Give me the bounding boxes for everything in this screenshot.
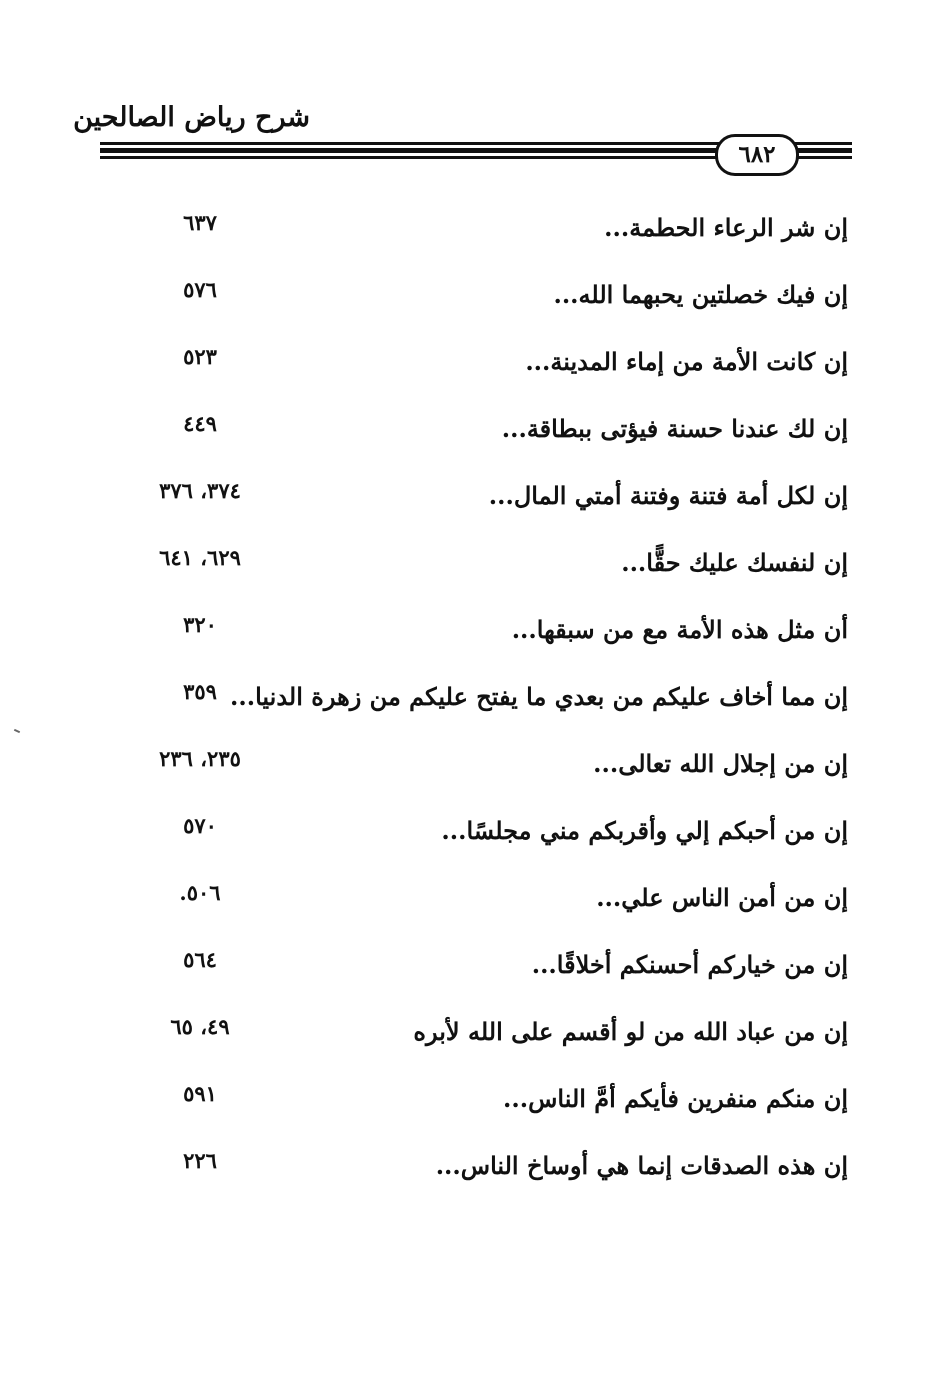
entry-text: إن من أحبكم إلي وأقربكم مني مجلسًا... xyxy=(441,816,848,845)
index-list xyxy=(100,204,860,1204)
entry-pages: ٤٩، ٦٥ xyxy=(170,1014,230,1039)
entry-pages: ٦٢٩، ٦٤١ xyxy=(159,545,241,570)
entry-text: إن من خياركم أحسنكم أخلاقًا... xyxy=(531,950,848,979)
index-entry xyxy=(100,472,860,516)
index-entry xyxy=(100,1075,860,1119)
entry-pages: ٣٢٠ xyxy=(183,612,217,637)
entry-text: إن منكم منفرين فأيكم أمَّ الناس... xyxy=(503,1084,848,1113)
entry-text: إن مما أخاف عليكم من بعدي ما يفتح عليكم من زهرة الدنيا... xyxy=(230,682,848,711)
index-entry xyxy=(100,673,860,717)
index-entry xyxy=(100,539,860,583)
index-entry xyxy=(100,1008,860,1052)
index-entry xyxy=(100,405,860,449)
page-number: ٦٨٢ xyxy=(738,141,776,168)
entry-pages: ٥٢٣ xyxy=(183,344,217,369)
index-entry xyxy=(100,606,860,650)
entry-pages: ٦٣٧ xyxy=(183,210,217,235)
entry-pages: ٥٦٤ xyxy=(183,947,217,972)
entry-pages: ٥٧٦ xyxy=(183,277,217,302)
entry-text: إن لك عندنا حسنة فيؤتى ببطاقة... xyxy=(501,414,848,443)
entry-text: إن شر الرعاء الحطمة... xyxy=(604,213,848,242)
entry-text: إن من إجلال الله تعالى... xyxy=(593,749,848,778)
entry-text: إن من عباد الله من لو أقسم على الله لأبره xyxy=(413,1017,848,1046)
entry-text: إن من أمن الناس علي... xyxy=(596,883,848,912)
entry-pages: ٥٠٦. xyxy=(179,880,221,905)
entry-text: إن كانت الأمة من إماء المدينة... xyxy=(525,347,848,376)
index-entry xyxy=(100,1142,860,1186)
index-entry xyxy=(100,740,860,784)
entry-pages: ٢٢٦ xyxy=(183,1148,217,1173)
entry-pages: ٤٤٩ xyxy=(183,411,217,436)
entry-pages: ٥٩١ xyxy=(183,1081,217,1106)
index-entry xyxy=(100,338,860,382)
entry-pages: ٥٧٠ xyxy=(183,813,217,838)
index-entry xyxy=(100,874,860,918)
index-entry xyxy=(100,941,860,985)
index-entry xyxy=(100,271,860,315)
scan-speck xyxy=(14,729,20,733)
entry-text: إن لكل أمة فتنة وفتنة أمتي المال... xyxy=(488,481,848,510)
page-number-badge xyxy=(715,134,799,176)
entry-pages: ٣٧٤، ٣٧٦ xyxy=(159,478,241,503)
index-entry xyxy=(100,204,860,248)
index-entry xyxy=(100,807,860,851)
entry-text: أن مثل هذه الأمة مع من سبقها... xyxy=(511,615,848,644)
book-title: شرح رياض الصالحين xyxy=(73,102,310,133)
entry-pages: ٣٥٩ xyxy=(183,679,217,704)
entry-text: إن فيك خصلتين يحبهما الله... xyxy=(553,280,848,309)
entry-pages: ٢٣٥، ٢٣٦ xyxy=(159,746,241,771)
entry-text: إن لنفسك عليك حقًّا... xyxy=(621,548,848,577)
entry-text: إن هذه الصدقات إنما هي أوساخ الناس... xyxy=(435,1151,848,1180)
